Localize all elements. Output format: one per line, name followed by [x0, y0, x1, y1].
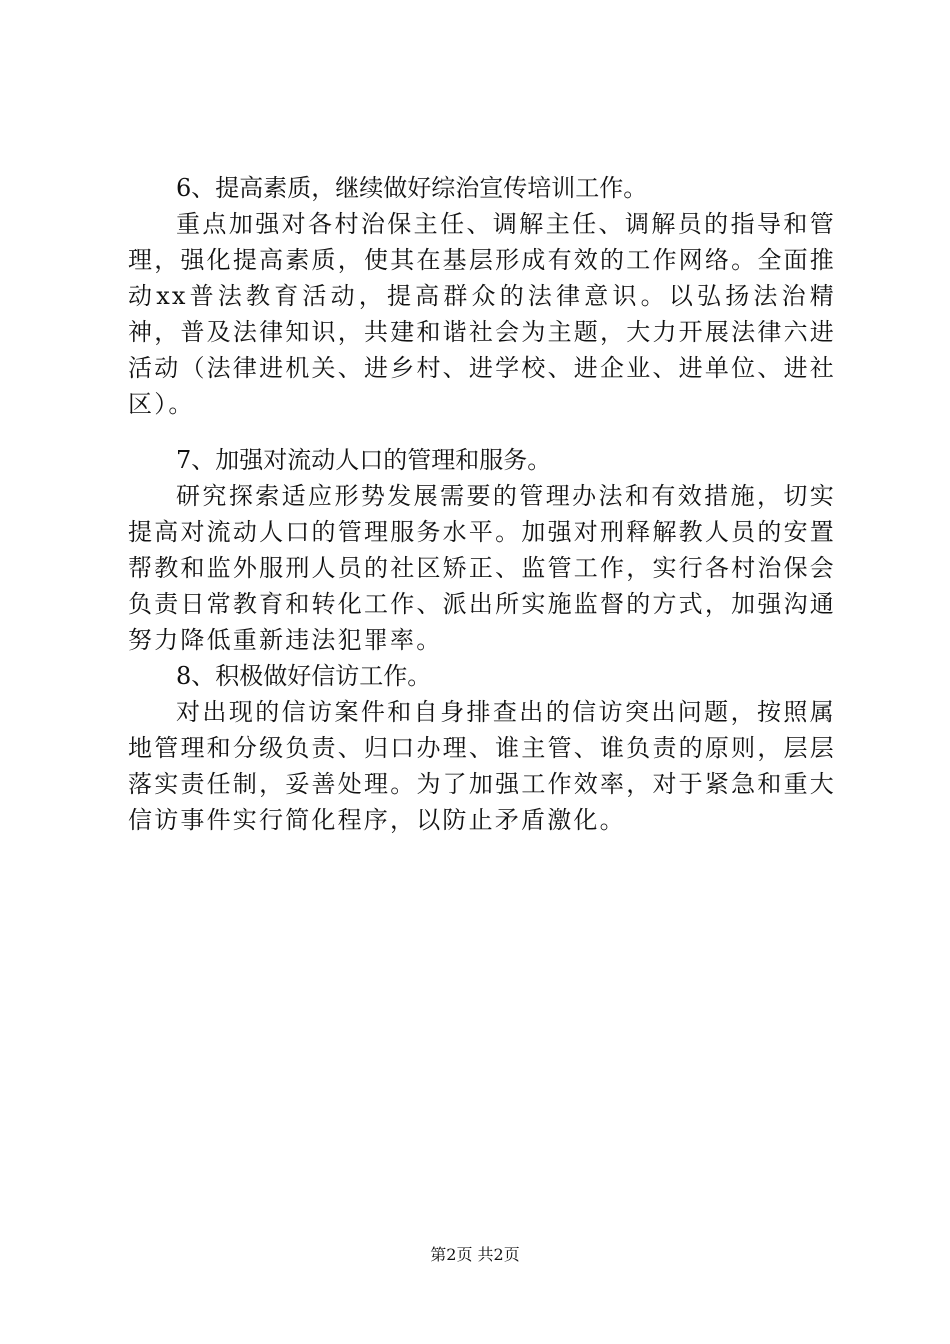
- section-paragraph-7: 研究探索适应形势发展需要的管理办法和有效措施，切实提高对流动人口的管理服务水平。加强对刑释解教人员的安置帮教和监外服刑人员的社区矫正、监管工作，实行各村治保会负责日常教育和转化工作、派出所实施监督的方式，加强沟通努力降低重新违法犯罪率。: [128, 482, 836, 654]
- section-heading-8: 8、积极做好信访工作。: [176, 662, 432, 690]
- page-number-footer: 第2页 共2页: [430, 1245, 520, 1264]
- section-heading-6: 6、提高素质，继续做好综治宣传培训工作。: [176, 174, 648, 202]
- document-body: [128, 170, 836, 838]
- section-paragraph-8: 对出现的信访案件和自身排查出的信访突出问题，按照属地管理和分级负责、归口办理、谁主管、谁负责的原则，层层落实责任制，妥善处理。为了加强工作效率，对于紧急和重大信访事件实行简化程序，以防止矛盾激化。: [128, 698, 836, 834]
- section-heading-7: 7、加强对流动人口的管理和服务。: [176, 446, 552, 474]
- section-paragraph-6: 重点加强对各村治保主任、调解主任、调解员的指导和管理，强化提高素质，使其在基层形成有效的工作网络。全面推动xx普法教育活动，提高群众的法律意识。以弘扬法治精神，普及法律知识，共建和谐社会为主题，大力开展法律六进活动（法律进机关、进乡村、进学校、进企业、进单位、进社区）。: [128, 210, 836, 418]
- section-spacer: [128, 422, 836, 442]
